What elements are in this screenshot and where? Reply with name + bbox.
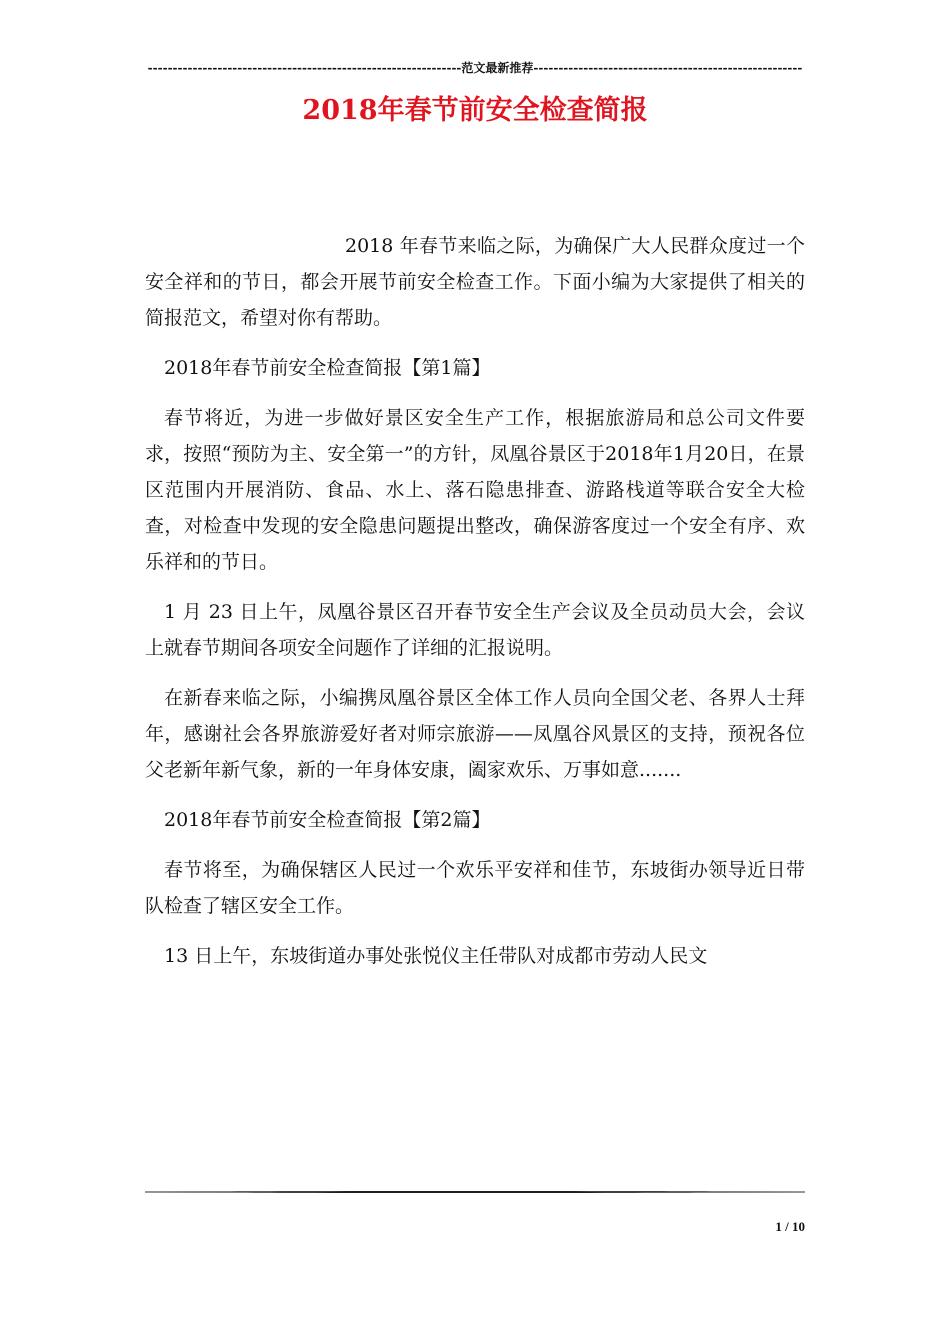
body-paragraph: 1 月 23 日上午，凤凰谷景区召开春节安全生产会议及全员动员大会，会议上就春节期间各项安全问题作了详细的汇报说明。 [145, 601, 805, 659]
body-paragraph: 在新春来临之际，小编携凤凰谷景区全体工作人员向全国父老、各界人士拜年，感谢社会各界旅游爱好者对师宗旅游——凤凰谷风景区的支持，预祝各位父老新年新气象，新的一年身体安康，阖家欢乐、万事如意....... [145, 687, 805, 781]
document-title: 2018年春节前安全检查简报 [302, 95, 648, 126]
body-paragraph: 春节将近，为进一步做好景区安全生产工作，根据旅游局和总公司文件要求，按照“预防为主、安全第一”的方针，凤凰谷景区于2018年1月20日，在景区范围内开展消防、食品、水上、落石隐患排查、游路栈道等联合安全大检查，对检查中发现的安全隐患问题提出整改，确保游客度过一个安全有序、欢乐祥和的节日。 [145, 407, 805, 573]
body-paragraph: 春节将至，为确保辖区人民过一个欢乐平安祥和佳节，东坡街办领导近日带队检查了辖区安全工作。 [145, 859, 805, 917]
body-paragraph: 13 日上午，东坡街道办事处张悦仪主任带队对成都市劳动人民文 [164, 945, 708, 967]
section-heading-1: 2018年春节前安全检查简报【第1篇】 [164, 357, 491, 379]
footer-divider [145, 1188, 805, 1196]
page-indicator: 1 / 10 [775, 1219, 805, 1234]
document-body [145, 228, 805, 988]
intro-paragraph: 2018 年春节来临之际，为确保广大人民群众度过一个安全祥和的节日，都会开展节前安全检查工作。下面小编为大家提供了相关的简报范文，希望对你有帮助。 [145, 235, 805, 329]
header-banner: ---------------------------------------------------------------范文最新推荐------------------------------------------------------ [147, 61, 803, 75]
section-heading-2: 2018年春节前安全检查简报【第2篇】 [164, 809, 491, 831]
